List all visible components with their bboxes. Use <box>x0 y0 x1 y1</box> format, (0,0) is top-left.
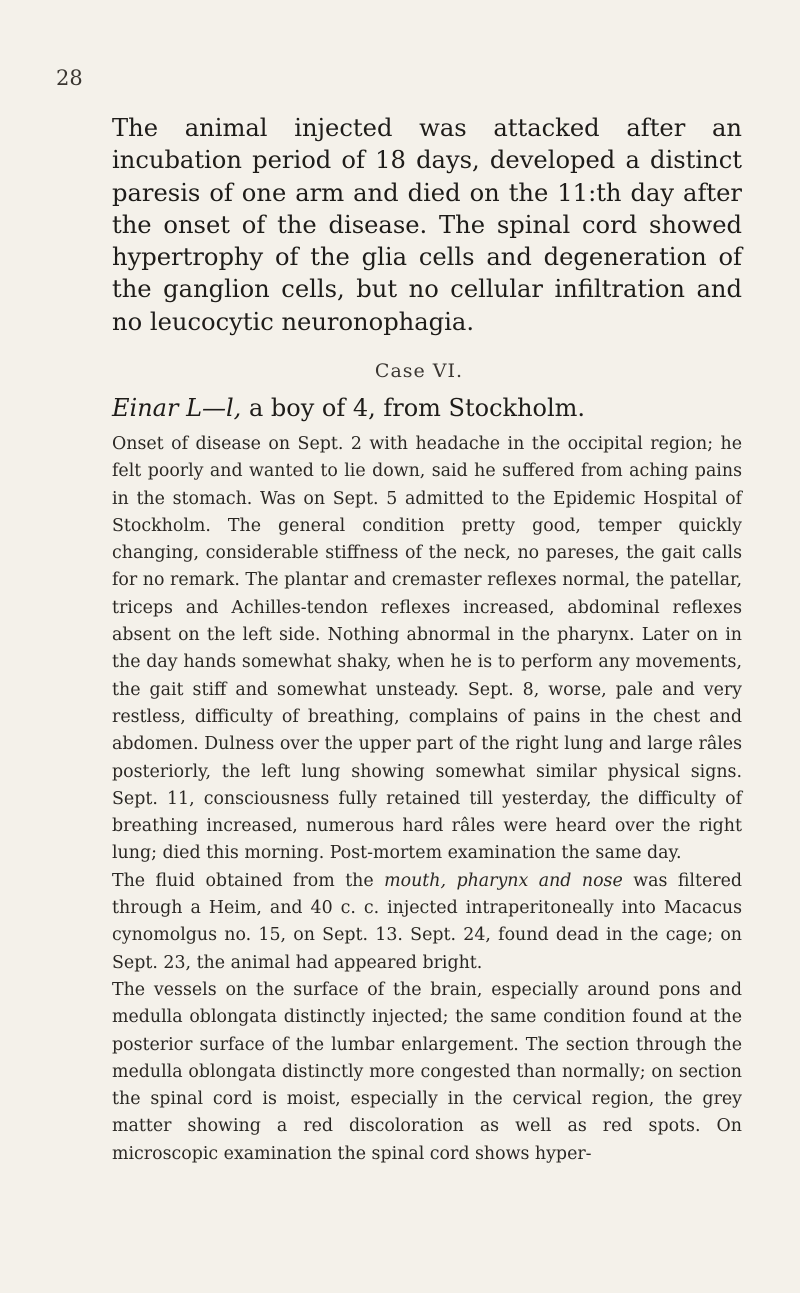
patient-line <box>112 393 742 423</box>
inoculation-paragraph <box>112 868 742 977</box>
inoculation-text-start: The fluid obtained from the <box>112 870 385 891</box>
inoculation-text-end: was filtered through a Heim, and 40 c. c. injected intraperitoneally into Macacus cynomolgus no. 15, on Sept. 13. Sept. 24, found dead in the cage; on Sept. 23, the animal had appeared bright. <box>112 870 743 973</box>
inoculation-source: mouth, pharynx and nose <box>384 870 623 891</box>
intro-paragraph: The animal injected was attacked after an incubation period of 18 days, developed a distinct paresis of one arm and died on the 11:th day after the onset of the disease. The spinal cord showed hypertrophy of the glia cells and degeneration of the ganglion cells, but no cellular infiltration and no leucocytic neuronophagia. <box>112 114 742 336</box>
patient-name: Einar L—l, <box>112 394 242 422</box>
case-body <box>112 431 742 1168</box>
clinical-history-paragraph: Onset of disease on Sept. 2 with headache in the occipital region; he felt poorly and wanted to lie down, said he suffered from aching pains in the stomach. Was on Sept. 5 admitted to the Epidemic Hospital of Stockholm. The general condition pretty good, temper quickly changing, considerable stiffness of the neck, no pareses, the gait calls for no remark. The plantar and cremaster reflexes normal, the patellar, triceps and Achilles-tendon reflexes increased, abdominal reflexes absent on the left side. Nothing abnormal in the pharynx. Later on in the day hands somewhat shaky, when he is to perform any movements, the gait stiff and somewhat unsteady. Sept. 8, worse, pale and very restless, difficulty of breathing, complains of pains in the chest and abdomen. Dulness over the upper part of the right lung and large râles posteriorly, the left lung showing somewhat similar physical signs. Sept. 11, consciousness fully retained till yesterday, the difficulty of breathing increased, numerous hard râles were heard over the right lung; died this morning. Post-mortem examination the same day. <box>112 434 742 864</box>
patient-description: a boy of 4, from Stockholm. <box>241 394 586 422</box>
page-number: 28 <box>56 66 83 90</box>
case-heading: Case VI. <box>374 360 464 382</box>
autopsy-paragraph: The vessels on the surface of the brain, especially around pons and medulla oblongata distinctly injected; the same condition found at the posterior surface of the lumbar enlargement. The section through the medulla oblongata distinctly more congested than normally; on section the spinal cord is moist, especially in the cervical region, the grey matter showing a red discoloration as well as red spots. On microscopic examination the spinal cord shows hyper- <box>112 979 742 1164</box>
